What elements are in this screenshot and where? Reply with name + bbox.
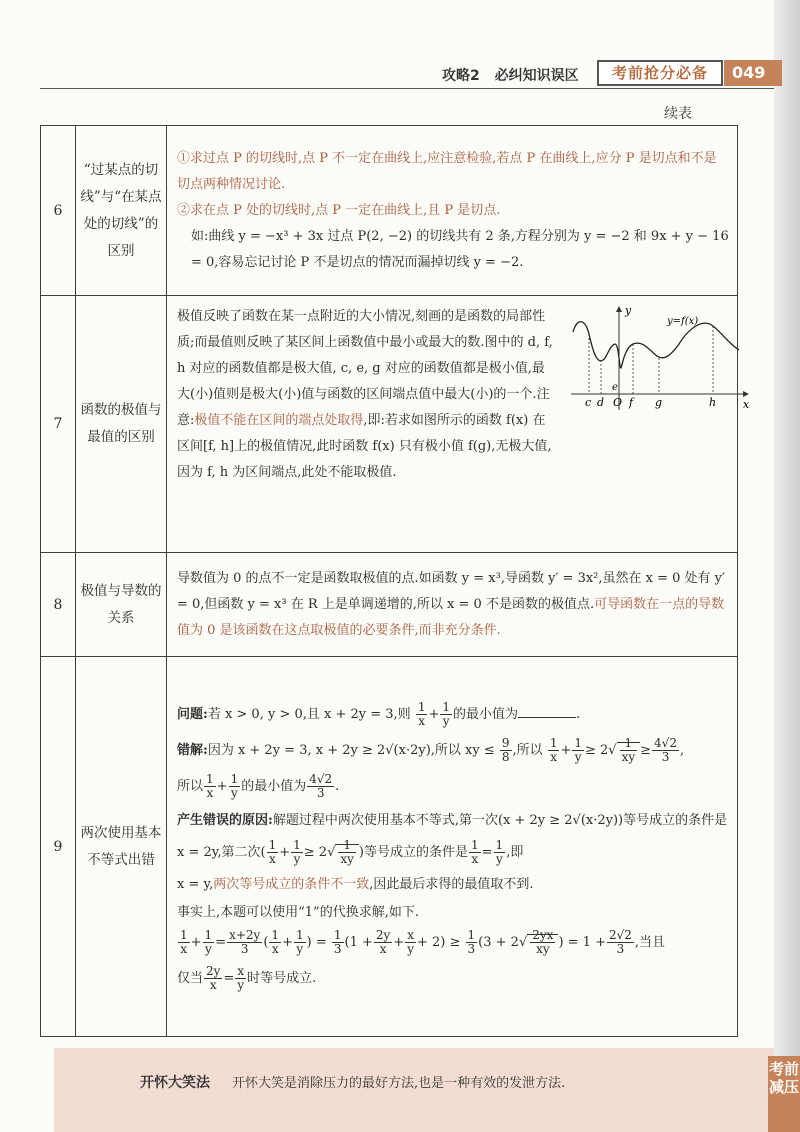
- fraction: $\frac{1}{y}$: [574, 735, 582, 764]
- header-text: [442, 65, 589, 85]
- continued-label: 续表: [664, 106, 692, 122]
- fraction: $\frac{1}{x}$: [180, 927, 188, 956]
- wrong-text-4: ≥: [640, 742, 652, 758]
- point-O: O: [613, 396, 623, 409]
- fraction: $\frac{2yx}{xy}$: [532, 927, 554, 956]
- curve-label: y=f(x): [667, 316, 699, 327]
- knowledge-table: [40, 125, 749, 1037]
- y-axis-label: y: [625, 304, 632, 317]
- footer-text: 开怀大笑是消除压力的最好方法,也是一种有效的发泄方法.: [232, 1076, 566, 1091]
- answer-blank: [518, 717, 576, 718]
- fraction: $\frac{1}{y}$: [295, 927, 304, 956]
- conclusion-text: 所以: [177, 778, 204, 794]
- last-text-3: 时等号成立.: [247, 970, 317, 986]
- reason-text: 解题过程中两次使用基本不等式,第一次(x + 2y ≥ 2√(x·2y))等号成立的条件是 x = 2y,第二次(: [177, 812, 728, 860]
- point-g: g: [655, 396, 663, 409]
- point-h: h: [709, 396, 717, 409]
- row6-point2: ②求在点 P 处的切线时,点 P 一定在曲线上,且 P 是切点.: [177, 202, 501, 218]
- row7-highlight: 极值不能在区间的端点处取得: [194, 413, 364, 428]
- eq-text: +: [393, 934, 405, 950]
- point-c: c: [585, 396, 592, 409]
- wrong-text: 因为 x + 2y = 3, x + 2y ≥ 2√(x·2y),所以 xy ≤: [207, 742, 499, 758]
- row-number: 9: [41, 657, 76, 1037]
- last-text-2: =: [223, 970, 235, 986]
- row-topic: 两次使用基本不等式出错: [76, 657, 167, 1037]
- reason-highlight: 两次等号成立的条件不一致: [213, 876, 370, 892]
- fraction: $\frac{2y}{x}$: [206, 963, 221, 992]
- row8-text: 导数值为 0 的点不一定是函数取极值的点.如函数 y = x³,导函数 y′ = 3x²,虽然在 x = 0 处有 y′ = 0,但函数 y = x³ 在 R 上是单调递增的,所以 x = 0 不是函数的极值点.: [177, 570, 725, 612]
- fraction: $\frac{1}{xy}$: [340, 837, 354, 866]
- table-row: [41, 296, 738, 553]
- row9-wrong-solution: 错解:因为 x + 2y = 3, x + 2y ≥ 2√(x·2y),所以 xy ≤ $\frac{9}{8}$ ,所以 $\frac{1}{x}$ + $\frac{1}{y}$ ≥ 2√ $\frac{1}{xy}$ ≥ $\frac{4√2}{3}$ ,: [177, 735, 685, 764]
- fraction: $\frac{1}{x}$: [417, 699, 426, 728]
- fraction: $\frac{2√2}{3}$: [608, 927, 632, 956]
- conclusion-text-2: 的最小值为: [241, 778, 307, 794]
- row-content: [167, 657, 738, 1037]
- reason-text-5: x = y,: [177, 876, 214, 892]
- function-graph: [563, 304, 749, 416]
- page-edge-strip: [774, 0, 800, 1132]
- row9-correct-equation: $\frac{1}{x}$ + $\frac{1}{y}$ = $\frac{x+2y}{3}$ ( $\frac{1}{x}$ + $\frac{1}{y}$ ) = $\frac{1}{3}$ (1 + $\frac{2y}{x}$ + $\frac{x}{y}$ + 2) ≥ $\frac{1}{3}$ (3 + 2√ $\frac{2yx}{xy}$ ) = 1 + $\frac{2√2}{3}$ ,当且: [180, 927, 666, 956]
- fraction: $\frac{1}{y}$: [230, 771, 239, 800]
- fraction: $\frac{4√2}{3}$: [654, 735, 677, 764]
- fraction: $\frac{1}{y}$: [293, 837, 301, 866]
- fraction: $\frac{1}{x}$: [271, 927, 280, 956]
- footer-bar: [54, 1048, 774, 1132]
- side-tab: 考前减压: [768, 1056, 800, 1132]
- row9-question: 问题:若 x > 0, y > 0,且 x + 2y = 3,则 $\frac{1}{x}$ + $\frac{1}{y}$ 的最小值为 .: [177, 699, 581, 728]
- row7-paragraph: [177, 304, 555, 486]
- question-text-2: 的最小值为: [453, 706, 519, 722]
- reason-text-4: ,即: [506, 844, 524, 860]
- table-row: [41, 553, 738, 657]
- row8-highlight: 可导函数在一点的导数值为 0 是该函数在这点取极值的必要条件,而非充分条件.: [177, 596, 725, 638]
- header-section: 攻略2: [442, 68, 480, 84]
- row9-wrong-conclusion: 所以 $\frac{1}{x}$ + $\frac{1}{y}$ 的最小值为 $\frac{4√2}{3}$ .: [177, 771, 340, 800]
- x-axis-label: x: [743, 398, 749, 411]
- fraction: $\frac{2y}{x}$: [375, 927, 391, 956]
- table-row: [41, 126, 738, 296]
- header-divider: [40, 88, 774, 89]
- eq-text: ) =: [306, 934, 327, 950]
- reason-text-3: )等号成立的条件是: [358, 844, 468, 860]
- footer-label: 开怀大笑法: [140, 1075, 210, 1091]
- eq-text: ,当且: [634, 934, 666, 950]
- question-text: 若 x > 0, y > 0,且 x + 2y = 3,则: [207, 706, 411, 722]
- fraction: $\frac{1}{xy}$: [621, 735, 636, 764]
- row-number: 7: [41, 296, 76, 553]
- eq-text: ) = 1 +: [558, 934, 606, 950]
- eq-text: (: [263, 934, 269, 950]
- row-content: [167, 553, 738, 657]
- last-text: 仅当: [177, 970, 204, 986]
- row7-body: [177, 304, 749, 544]
- fraction: $\frac{x}{y}$: [407, 927, 414, 956]
- row6-example: 如:曲线 y = −x³ + 3x 过点 P(2, −2) 的切线共有 2 条,方程分别为 y = −2 和 9x + y − 16 = 0,容易忘记讨论 P 不是切点的情况而漏掉切线 y = −2.: [191, 228, 729, 270]
- point-f: f: [629, 396, 634, 409]
- page-header: [0, 58, 774, 92]
- eq-text: (1 +: [344, 934, 373, 950]
- row9-last-line: [177, 961, 729, 997]
- page-number: 049: [724, 60, 782, 86]
- fraction: $\frac{9}{8}$: [501, 735, 510, 764]
- point-e: e: [612, 382, 618, 393]
- fraction: $\frac{x}{y}$: [237, 963, 245, 992]
- row-topic: “过某点的切线”与“在某点处的切线”的区别: [76, 126, 167, 296]
- point-d: d: [597, 396, 605, 409]
- reason-text-6: ,因此最后求得的最值取不到.: [369, 876, 534, 892]
- wrong-label: 错解:: [177, 742, 208, 758]
- row9-reason: 产生错误的原因:解题过程中两次使用基本不等式,第一次(x + 2y ≥ 2√(x·2y))等号成立的条件是 x = 2y,第二次( $\frac{1}{x}$ + $\frac{1}{y}$ ≥ 2√ $\frac{1}{xy}$ )等号成立的条件是 $\frac{1}{x}$ = $\frac{1}{y}$ ,即 x = y,两次等号成立的条件不一致,因此最后求得的最值取不到.: [177, 812, 728, 892]
- fraction: $\frac{4√2}{3}$: [309, 771, 333, 800]
- row-number: 8: [41, 553, 76, 657]
- fraction: $\frac{1}{y}$: [495, 837, 504, 866]
- question-label: 问题:: [177, 706, 208, 722]
- row6-point1: ①求过点 P 的切线时,点 P 不一定在曲线上,应注意检验,若点 P 在曲线上,应分 P 是切点和不是切点两种情况讨论.: [177, 150, 717, 192]
- fraction: $\frac{1}{3}$: [467, 927, 476, 956]
- row-content: [167, 296, 749, 553]
- wrong-text-3: ≥ 2: [585, 742, 609, 758]
- eq-text: + 2) ≥: [416, 934, 461, 950]
- eq-text: =: [215, 934, 227, 950]
- fraction: $\frac{1}{y}$: [442, 699, 450, 728]
- row-topic: 极值与导数的关系: [76, 553, 167, 657]
- reason-label: 产生错误的原因:: [177, 812, 273, 828]
- fraction: $\frac{1}{x}$: [206, 771, 214, 800]
- eq-text: (3 + 2: [478, 934, 519, 950]
- row7-text: 极值反映了函数在某一点附近的大小情况,刻画的是函数的局部性质;而最值则反映了某区间上函数值中最小或最大的数.图中的 d, f, h 对应的函数值都是极大值, c, e, g 对应的函数值都是极小值,最大(小)值则是极大(小)值与函数的区间端点值中最大(小)的一个.注意:: [177, 309, 553, 428]
- table-row: [41, 657, 738, 1037]
- reason-text-2: ≥ 2: [303, 844, 328, 860]
- row-content: [167, 126, 738, 296]
- fraction: $\frac{1}{x}$: [268, 837, 277, 866]
- fraction: $\frac{1}{x}$: [471, 837, 479, 866]
- row-topic: 函数的极值与最值的区别: [76, 296, 167, 553]
- header-title: 必纠知识误区: [494, 68, 579, 84]
- fraction: $\frac{1}{x}$: [549, 735, 558, 764]
- fraction: $\frac{x+2y}{3}$: [229, 927, 261, 956]
- row7-text-2: ,即:若求如图所示的函数 f(x) 在区间[f, h]上的极值情况,此时函数 f(x) 只有极小值 f(g),无极大值,因为 f, h 为区间端点,此处不能取极值.: [177, 413, 552, 480]
- fraction: $\frac{1}{y}$: [204, 927, 213, 956]
- x-axis-arrow: [743, 391, 749, 397]
- function-curve: [573, 322, 739, 368]
- row9-fact: 事实上,本题可以使用“1”的代换求解,如下.: [177, 904, 419, 920]
- y-axis-arrow: [616, 306, 622, 312]
- row-number: 6: [41, 126, 76, 296]
- fraction: $\frac{1}{3}$: [333, 927, 342, 956]
- wrong-text-2: ,所以: [512, 742, 543, 758]
- header-box: 考前抢分必备: [597, 60, 723, 86]
